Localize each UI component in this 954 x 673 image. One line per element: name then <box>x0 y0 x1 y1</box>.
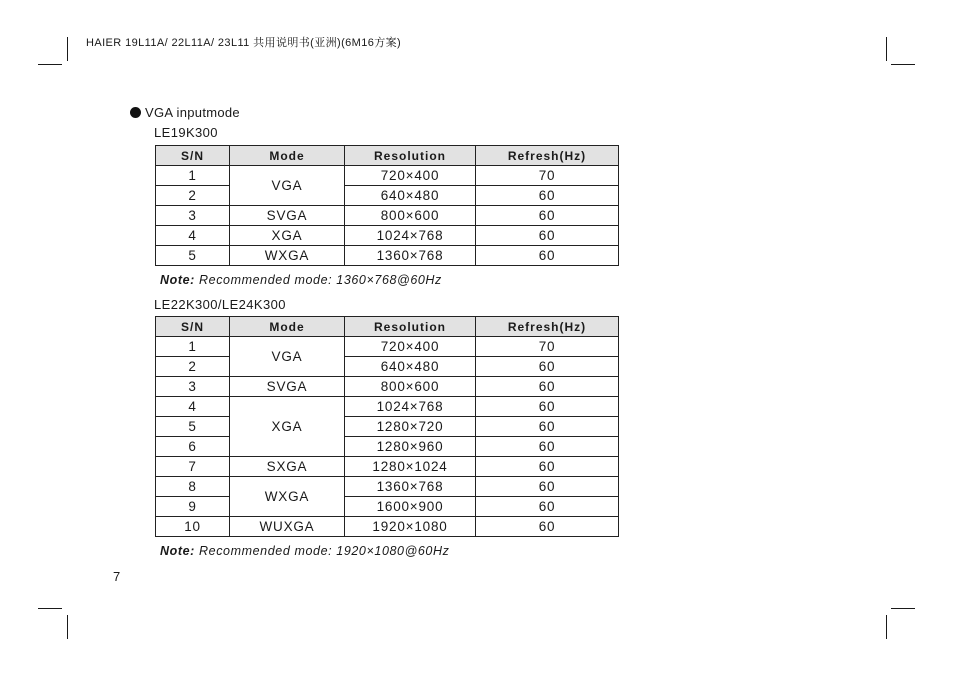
model-label-1: LE19K300 <box>154 125 218 140</box>
page-number: 7 <box>113 569 121 584</box>
crop-mark <box>886 37 887 61</box>
mode-cell: WXGA <box>230 246 345 266</box>
table-header-row <box>156 146 619 166</box>
table-row <box>156 246 619 266</box>
resolution-cell: 1360×768 <box>345 477 476 497</box>
mode-cell: VGA <box>230 337 345 377</box>
crop-mark <box>67 37 68 61</box>
sn-cell: 3 <box>156 206 230 226</box>
resolution-cell: 1600×900 <box>345 497 476 517</box>
table-row <box>156 337 619 357</box>
table-header-row <box>156 317 619 337</box>
mode-cell: SVGA <box>230 377 345 397</box>
note-label: Note: <box>160 544 195 558</box>
table-row <box>156 477 619 497</box>
table-row <box>156 457 619 477</box>
resolution-cell: 1280×1024 <box>345 457 476 477</box>
resolution-table-1 <box>155 145 619 266</box>
mode-cell: SVGA <box>230 206 345 226</box>
sn-cell: 2 <box>156 186 230 206</box>
header-refresh: Refresh(Hz) <box>476 317 619 337</box>
sn-cell: 9 <box>156 497 230 517</box>
table-row <box>156 186 619 206</box>
bullet-icon <box>130 107 141 118</box>
resolution-cell: 640×480 <box>345 186 476 206</box>
sn-cell: 1 <box>156 166 230 186</box>
crop-mark <box>38 608 62 609</box>
model-label-2: LE22K300/LE24K300 <box>154 297 286 312</box>
note-label: Note: <box>160 273 195 287</box>
refresh-cell: 70 <box>476 337 619 357</box>
refresh-cell: 60 <box>476 397 619 417</box>
refresh-cell: 60 <box>476 477 619 497</box>
table-row <box>156 206 619 226</box>
refresh-cell: 60 <box>476 377 619 397</box>
crop-mark <box>886 615 887 639</box>
mode-cell: XGA <box>230 397 345 457</box>
refresh-cell: 60 <box>476 186 619 206</box>
refresh-cell: 60 <box>476 417 619 437</box>
mode-cell: SXGA <box>230 457 345 477</box>
refresh-cell: 60 <box>476 457 619 477</box>
refresh-cell: 60 <box>476 226 619 246</box>
header-resolution: Resolution <box>345 146 476 166</box>
note-1 <box>160 273 442 287</box>
note-2 <box>160 544 449 558</box>
crop-mark <box>891 608 915 609</box>
resolution-cell: 800×600 <box>345 206 476 226</box>
sn-cell: 3 <box>156 377 230 397</box>
table-row <box>156 377 619 397</box>
sn-cell: 1 <box>156 337 230 357</box>
header-mode: Mode <box>230 317 345 337</box>
header-resolution: Resolution <box>345 317 476 337</box>
header-sn: S/N <box>156 317 230 337</box>
table-row <box>156 437 619 457</box>
mode-cell: WXGA <box>230 477 345 517</box>
sn-cell: 5 <box>156 417 230 437</box>
mode-cell: VGA <box>230 166 345 206</box>
sn-cell: 10 <box>156 517 230 537</box>
resolution-cell: 1920×1080 <box>345 517 476 537</box>
refresh-cell: 60 <box>476 437 619 457</box>
sn-cell: 6 <box>156 437 230 457</box>
header-refresh: Refresh(Hz) <box>476 146 619 166</box>
refresh-cell: 60 <box>476 497 619 517</box>
sn-cell: 2 <box>156 357 230 377</box>
header-mode: Mode <box>230 146 345 166</box>
crop-mark <box>891 64 915 65</box>
table-row <box>156 517 619 537</box>
resolution-cell: 800×600 <box>345 377 476 397</box>
section-title: VGA inputmode <box>145 105 240 120</box>
resolution-cell: 1360×768 <box>345 246 476 266</box>
refresh-cell: 60 <box>476 357 619 377</box>
crop-mark <box>67 615 68 639</box>
refresh-cell: 60 <box>476 246 619 266</box>
header-sn: S/N <box>156 146 230 166</box>
note-text: Recommended mode: 1920×1080@60Hz <box>194 544 450 558</box>
table-row <box>156 226 619 246</box>
mode-cell: WUXGA <box>230 517 345 537</box>
table-row <box>156 497 619 517</box>
sn-cell: 8 <box>156 477 230 497</box>
resolution-cell: 1280×720 <box>345 417 476 437</box>
table-row <box>156 417 619 437</box>
table-row <box>156 166 619 186</box>
document-header: HAIER 19L11A/ 22L11A/ 23L11 共用说明书(亚洲)(6M16方案) <box>86 37 402 49</box>
table-row <box>156 397 619 417</box>
refresh-cell: 60 <box>476 517 619 537</box>
sn-cell: 4 <box>156 397 230 417</box>
table-row <box>156 357 619 377</box>
resolution-table-2 <box>155 316 619 537</box>
refresh-cell: 60 <box>476 206 619 226</box>
resolution-cell: 1024×768 <box>345 397 476 417</box>
resolution-cell: 720×400 <box>345 337 476 357</box>
note-text: Recommended mode: 1360×768@60Hz <box>194 273 442 287</box>
resolution-cell: 1024×768 <box>345 226 476 246</box>
mode-cell: XGA <box>230 226 345 246</box>
crop-mark <box>38 64 62 65</box>
sn-cell: 4 <box>156 226 230 246</box>
refresh-cell: 70 <box>476 166 619 186</box>
sn-cell: 7 <box>156 457 230 477</box>
section-heading <box>130 105 240 120</box>
resolution-cell: 720×400 <box>345 166 476 186</box>
sn-cell: 5 <box>156 246 230 266</box>
resolution-cell: 640×480 <box>345 357 476 377</box>
resolution-cell: 1280×960 <box>345 437 476 457</box>
